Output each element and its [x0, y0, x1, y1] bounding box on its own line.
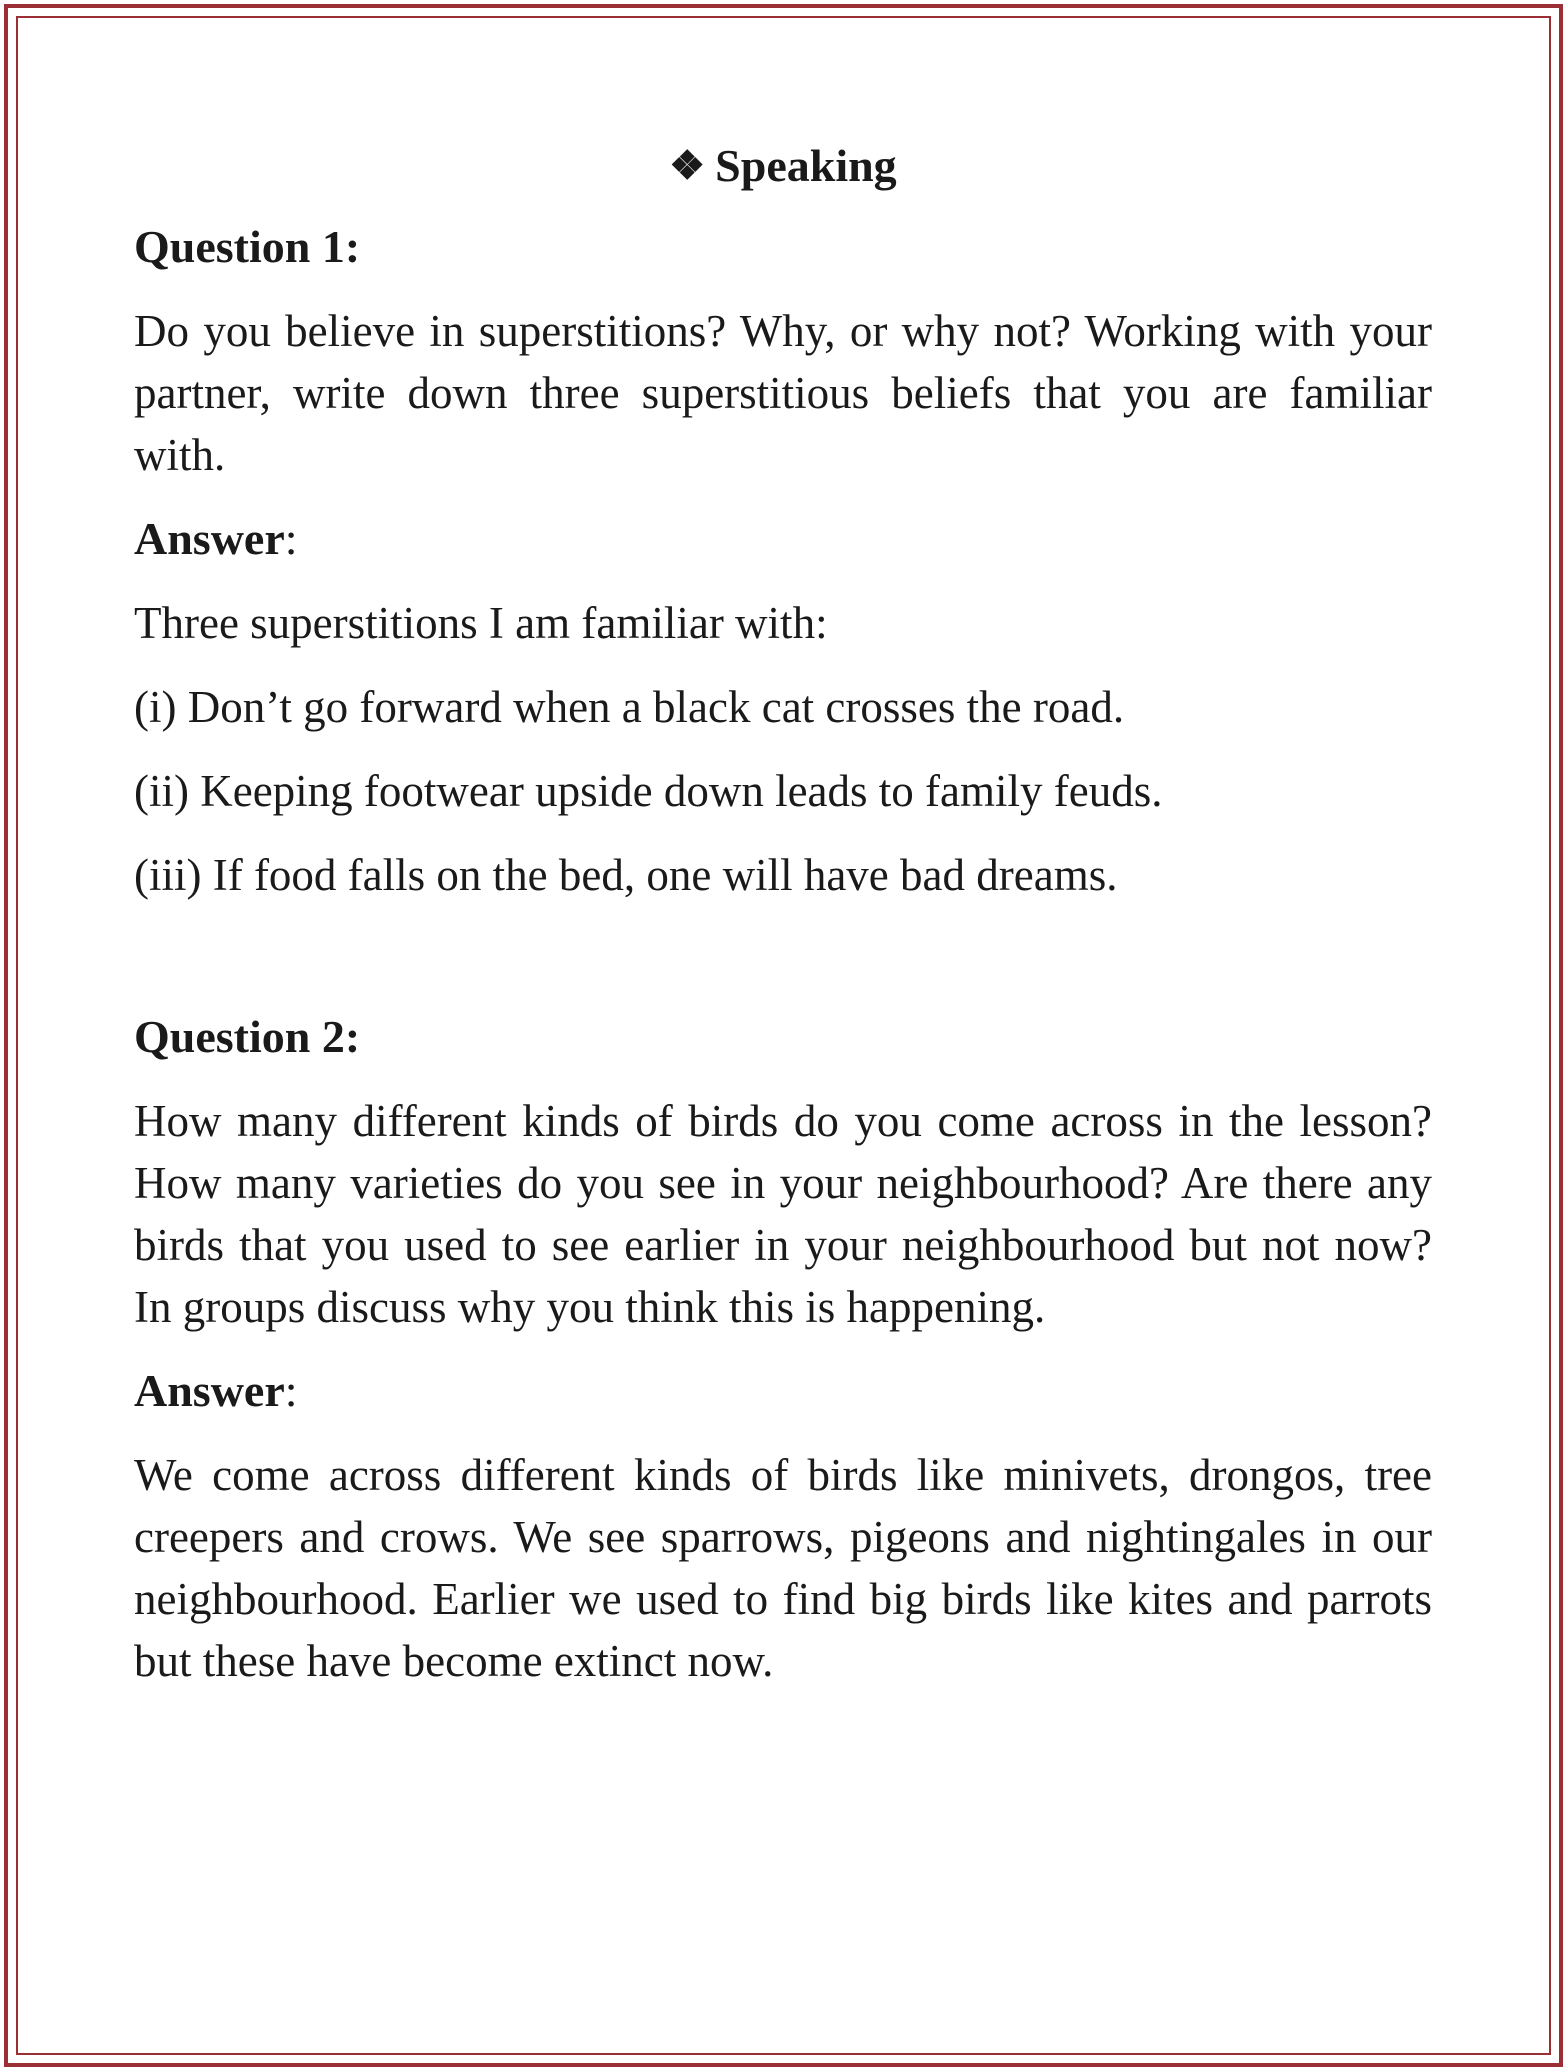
answer-1-intro: Three superstitions I am familiar with:: [134, 598, 828, 648]
answer-1-item: (i) Don’t go forward when a black cat crosses the road.: [134, 682, 1125, 732]
answer-1-item: (ii) Keeping footwear upside down leads to family feuds.: [134, 766, 1163, 816]
diamond-ornament-icon: ❖: [669, 143, 706, 188]
answer-1-item: (iii) If food falls on the bed, one will have bad dreams.: [134, 850, 1118, 900]
answer-2-text: We come across different kinds of birds like minivets, drongos, tree creepers and crows. We see sparrows, pigeons and nightingales in our neighbourhood. Earlier we used to find big birds like kites and parrots but these have become extinct now.: [134, 1450, 1432, 1686]
question-2-text: How many different kinds of birds do you come across in the lesson? How many varieties do you see in your neighbourhood? Are there any birds that you used to see earlier in your neighbourhood but not now? In groups discuss why you think this is happening.: [134, 1096, 1432, 1332]
document-content: [134, 128, 1432, 1692]
question-1-text: Do you believe in superstitions? Why, or why not? Working with your partner, write down three superstitious beliefs that you are familiar with.: [134, 306, 1432, 480]
answer-2-label-text: Answer: [134, 1365, 285, 1416]
section-title-text: Speaking: [715, 140, 897, 191]
section-title: [134, 128, 1432, 204]
question-1-heading: Question 1:: [134, 221, 361, 272]
question-2-heading: Question 2:: [134, 1011, 361, 1062]
answer-1-label-text: Answer: [134, 513, 285, 564]
answer-2-label: [134, 1360, 1432, 1422]
answer-2-colon: :: [284, 1365, 298, 1416]
answer-1-label: [134, 508, 1432, 570]
answer-1-colon: :: [284, 513, 298, 564]
